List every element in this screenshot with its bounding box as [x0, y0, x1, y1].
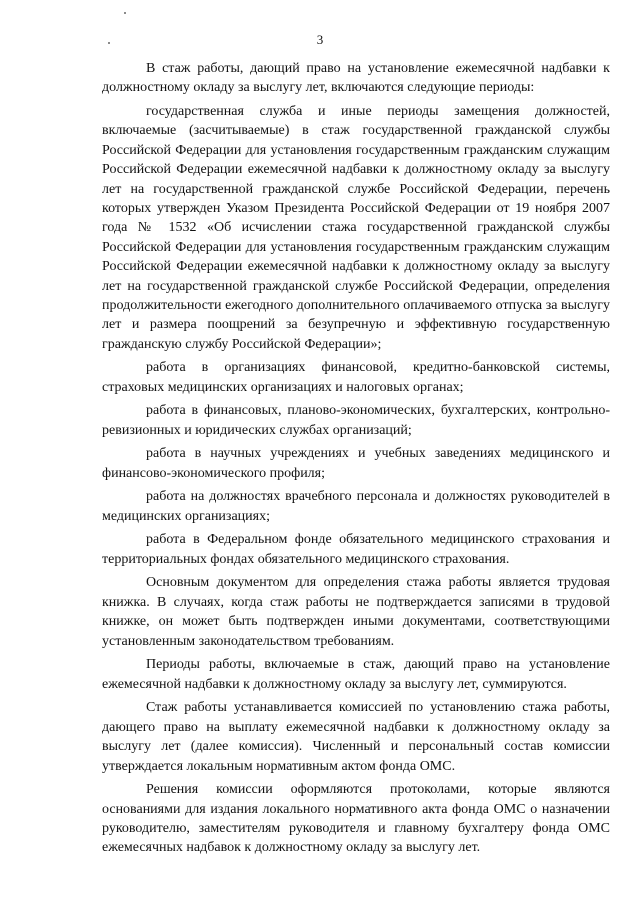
- paragraph: работа в организациях финансовой, кредитно-банковской системы, страховых медицинских организациях и налоговых органах;: [102, 360, 610, 395]
- paragraph: работа в Федеральном фонде обязательного медицинского страхования и территориальных фондах обязательного медицинского страхования.: [102, 532, 610, 567]
- paragraph: Периоды работы, включаемые в стаж, дающий право на установление ежемесячной надбавки к должностному окладу за выслугу лет, суммируются.: [102, 657, 610, 692]
- paragraph: В стаж работы, дающий право на установление ежемесячной надбавки к должностному окладу за выслугу лет, включаются следующие периоды:: [102, 61, 610, 96]
- page-number: 3: [316, 32, 324, 47]
- paragraph: Основным документом для определения стажа работы является трудовая книжка. В случаях, когда стаж работы не подтверждается записями в трудовой книжке, он может быть подтвержден иными документами, соответствующими установленным законодательством требованиям.: [102, 575, 610, 649]
- paragraph: работа на должностях врачебного персонала и должностях руководителей в медицинских организациях;: [102, 489, 610, 524]
- paragraph: Решения комиссии оформляются протоколами, которые являются основаниями для издания локального нормативного акта фонда ОМС о назначении руководителю, заместителям руководителя и главному бухгалтеру фонда ОМС ежемесячных надбавок к должностному окладу за выслугу лет.: [102, 782, 610, 856]
- document-body: [102, 59, 610, 862]
- paragraph: работа в финансовых, планово-экономических, бухгалтерских, контрольно-ревизионных и юридических службах организаций;: [102, 403, 610, 438]
- paragraph: государственная служба и иные периоды замещения должностей, включаемые (засчитываемые) в стаж государственной гражданской службы Российской Федерации для установления государственным гражданским служащим Российской Федерации ежемесячной надбавки к должностному окладу за выслугу лет на государственной гражданской службе Российской Федерации, перечень которых утвержден Указом Президента Российской Федерации от 19 ноября 2007 года № 1532 «Об исчислении стажа государственной гражданской службы Российской Федерации для установления государственным гражданским служащим Российской Федерации ежемесячной надбавки к должностному окладу за выслугу лет на государственной гражданской службе Российской Федерации, определения продолжительности ежегодного дополнительного оплачиваемого отпуска за выслугу лет и размера поощрений за безупречную и эффективную государственную гражданскую службу Российской Федерации»;: [102, 104, 610, 352]
- paragraph: работа в научных учреждениях и учебных заведениях медицинского и финансово-экономического профиля;: [102, 446, 610, 481]
- scan-speck: [124, 12, 126, 14]
- paragraph: Стаж работы устанавливается комиссией по установлению стажа работы, дающего право на выплату ежемесячной надбавки к должностному окладу за выслугу лет (далее комиссия). Численный и персональный состав комиссии утверждается локальным нормативным актом фонда ОМС.: [102, 700, 610, 774]
